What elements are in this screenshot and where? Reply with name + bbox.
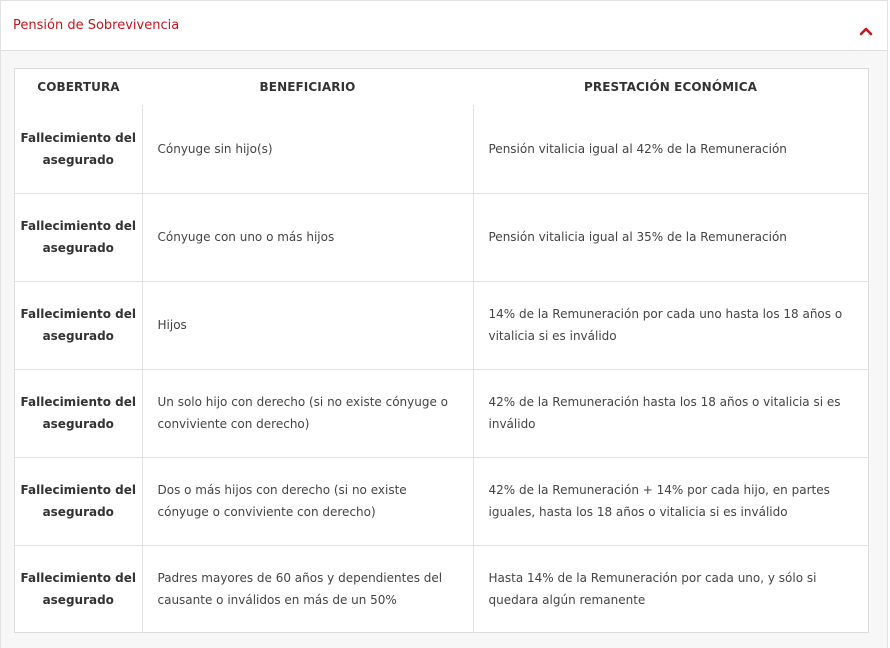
table-row	[15, 457, 868, 545]
cell-cobertura: Fallecimiento del asegurado	[15, 457, 142, 545]
accordion-header[interactable]	[1, 1, 887, 51]
cell-cobertura: Fallecimiento del asegurado	[15, 105, 142, 193]
column-header-cobertura: COBERTURA	[37, 80, 120, 94]
cell-cobertura: Fallecimiento del asegurado	[15, 545, 142, 633]
cell-prestacion: 14% de la Remuneración por cada uno hasta los 18 años o vitalicia si es inválido	[473, 281, 868, 369]
cell-cobertura: Fallecimiento del asegurado	[15, 193, 142, 281]
cell-cobertura: Fallecimiento del asegurado	[15, 369, 142, 457]
table-row	[15, 281, 868, 369]
accordion-body	[14, 68, 869, 633]
chevron-up-icon[interactable]	[859, 21, 873, 31]
table-header	[15, 69, 868, 105]
cell-beneficiario: Padres mayores de 60 años y dependientes del causante o inválidos en más de un 50%	[142, 545, 473, 633]
table-row	[15, 369, 868, 457]
cell-beneficiario: Hijos	[142, 281, 473, 369]
table-row	[15, 105, 868, 193]
cell-beneficiario: Un solo hijo con derecho (si no existe cónyuge o conviviente con derecho)	[142, 369, 473, 457]
column-header-beneficiario: BENEFICIARIO	[259, 80, 356, 94]
cell-prestacion: Pensión vitalicia igual al 42% de la Remuneración	[488, 141, 787, 156]
cell-prestacion: Pensión vitalicia igual al 35% de la Remuneración	[473, 193, 868, 281]
cell-prestacion: 42% de la Remuneración hasta los 18 años o vitalicia si es inválido	[473, 369, 868, 457]
cell-prestacion: 42% de la Remuneración + 14% por cada hijo, en partes iguales, hasta los 18 años o vitalicia si es inválido	[473, 457, 868, 545]
accordion-title: Pensión de Sobrevivencia	[13, 18, 180, 33]
cell-beneficiario: Cónyuge con uno o más hijos	[142, 193, 473, 281]
benefits-table	[15, 69, 868, 633]
cell-beneficiario: Cónyuge sin hijo(s)	[142, 105, 473, 193]
cell-prestacion: Hasta 14% de la Remuneración por cada uno, y sólo si quedara algún remanente	[473, 545, 868, 633]
column-header-prestacion: PRESTACIÓN ECONÓMICA	[583, 80, 758, 94]
cell-cobertura: Fallecimiento del asegurado	[15, 281, 142, 369]
table-row	[15, 545, 868, 633]
cell-beneficiario: Dos o más hijos con derecho (si no existe cónyuge o conviviente con derecho)	[142, 457, 473, 545]
table-row	[15, 193, 868, 281]
